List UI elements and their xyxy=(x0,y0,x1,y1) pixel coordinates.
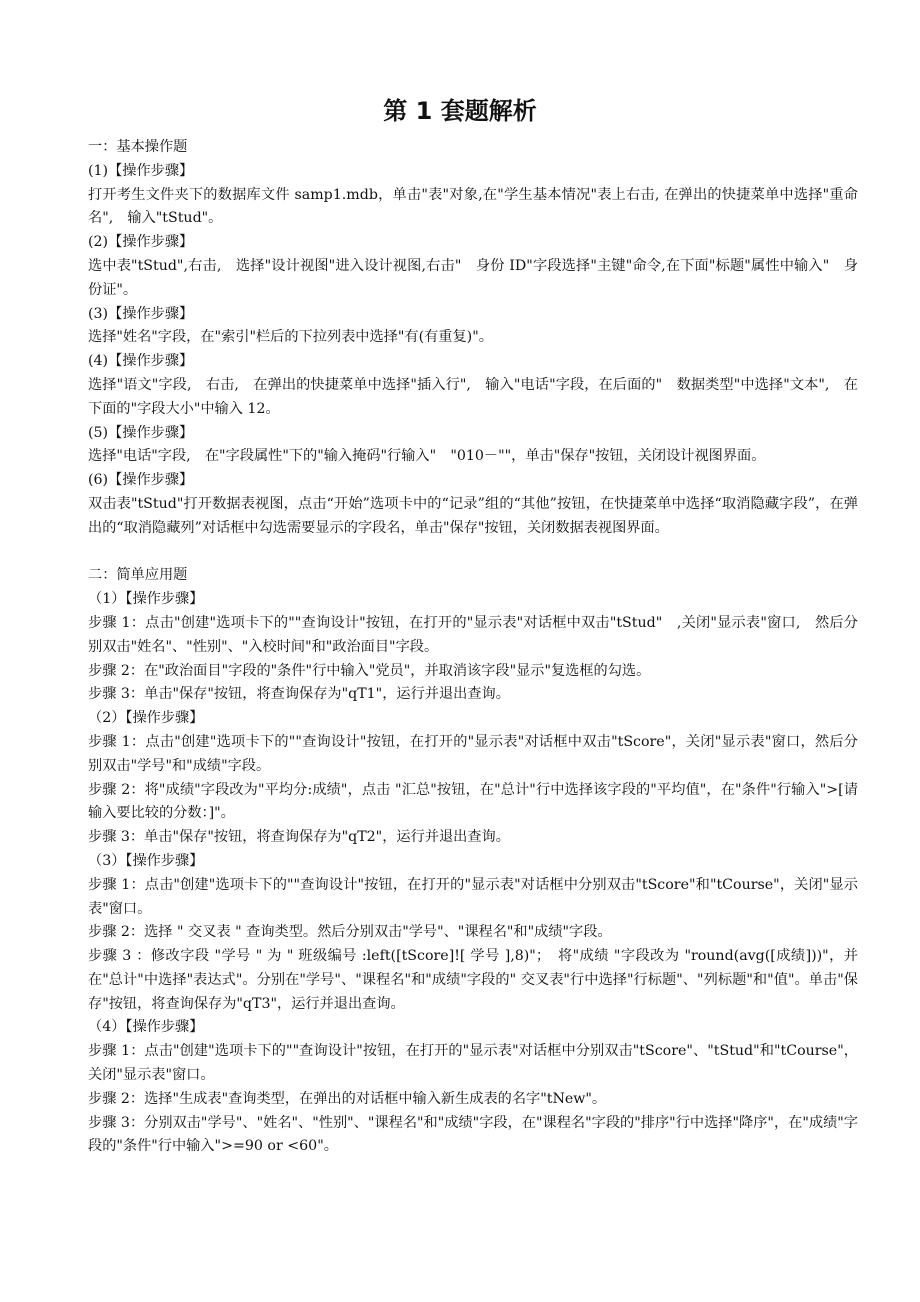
step-label: (4)【操作步骤】 xyxy=(88,353,194,370)
step-text: 步骤 3：单击"保存"按钮，将查询保存为"qT2"，运行并退出查询。 xyxy=(88,829,510,846)
step-text: 选中表"tStud",右击, 选择"设计视图"进入设计视图,右击" 身份 ID"字段选择"主键"命令,在下面"标题"属性中输入" 身份证"。 xyxy=(88,257,858,298)
step-label: （4）【操作步骤】 xyxy=(88,1019,204,1036)
step-text: 步骤 1：点击"创建"选项卡下的""查询设计"按钮，在打开的"显示表"对话框中分别双击"tScore"、"tStud"和"tCourse"，关闭"显示表"窗口。 xyxy=(88,1043,858,1084)
step-text: 步骤 2：选择"生成表"查询类型，在弹出的对话框中输入新生成表的名字"tNew"。 xyxy=(88,1090,607,1107)
section-heading-basic: 一：基本操作题 xyxy=(88,139,188,155)
spacer xyxy=(88,541,858,565)
step-text: 步骤 1：点击"创建"选项卡下的""查询设计"按钮，在打开的"显示表"对话框中分别双击"tScore"和"tCourse"，关闭"显示表"窗口。 xyxy=(88,876,858,917)
step-label: （3）【操作步骤】 xyxy=(88,852,204,869)
step-label: （2）【操作步骤】 xyxy=(88,710,204,727)
document-body xyxy=(88,136,858,1159)
step-text: 选择"电话"字段, 在"字段属性"下的"输入掩码"行输入" "010－""，单击"保存"按钮，关闭设计视图界面。 xyxy=(88,448,766,465)
step-label: （1）【操作步骤】 xyxy=(88,591,204,608)
step-text: 步骤 3 ：修改字段 "学号 " 为 " 班级编号 :left([tScore]![ 学号 ],8)"； 将"成绩 "字段改为 "round(avg([成绩]))"，并在"总计"中选择"表达式"。分别在"学号"、"课程名"和"成绩"字段的" 交叉表"行中选择"行标题"、"列标题"和"值"。单击"保存"按钮，将查询保存为"qT3"，运行并退出查询。 xyxy=(88,948,858,1012)
step-text: 步骤 2：选择 " 交叉表 " 查询类型。然后分别双击"学号"、"课程名"和"成绩"字段。 xyxy=(88,924,612,941)
step-text: 双击表"tStud"打开数据表视图，点击“开始”选项卡中的“记录”组的“其他”按钮，在快捷菜单中选择“取消隐藏字段”，在弹出的“取消隐藏列”对话框中勾选需要显示的字段名，单击"保存"按钮，关闭数据表视图界面。 xyxy=(88,495,858,536)
step-label: (3)【操作步骤】 xyxy=(88,305,194,322)
step-label: (1)【操作步骤】 xyxy=(88,162,194,179)
step-text: 选择"语文"字段, 右击, 在弹出的快捷菜单中选择"插入行", 输入"电话"字段，在后面的" 数据类型"中选择"文本", 在下面的"字段大小"中输入 12。 xyxy=(88,376,858,417)
step-text: 打开考生文件夹下的数据库文件 samp1.mdb，单击"表"对象,在"学生基本情况"表上右击, 在弹出的快捷菜单中选择"重命名", 输入"tStud"。 xyxy=(88,186,858,227)
step-label: (6)【操作步骤】 xyxy=(88,472,194,489)
step-text: 步骤 1：点击"创建"选项卡下的""查询设计"按钮，在打开的"显示表"对话框中双击"tStud" ,关闭"显示表"窗口, 然后分别双击"姓名"、"性别"、"入校时间"和"政治面目"字段。 xyxy=(88,614,858,655)
step-text: 步骤 2：将"成绩"字段改为"平均分:成绩"，点击 "汇总"按钮，在"总计"行中选择该字段的"平均值"，在"条件"行输入">[请输入要比较的分数：]"。 xyxy=(88,781,858,822)
step-text: 选择"姓名"字段，在"索引"栏后的下拉列表中选择"有(有重复)"。 xyxy=(88,329,493,346)
step-text: 步骤 1：点击"创建"选项卡下的""查询设计"按钮，在打开的"显示表"对话框中双击"tScore"，关闭"显示表"窗口，然后分别双击"学号"和"成绩"字段。 xyxy=(88,733,858,774)
section-heading-simple-app: 二：简单应用题 xyxy=(88,567,188,584)
step-text: 步骤 3：单击"保存"按钮，将查询保存为"qT1"，运行并退出查询。 xyxy=(88,686,510,703)
step-text: 步骤 2：在"政治面目"字段的"条件"行中输入"党员"，并取消该字段"显示"复选框的勾选。 xyxy=(88,662,651,679)
step-label: (5)【操作步骤】 xyxy=(88,424,194,441)
step-text: 步骤 3：分别双击"学号"、"姓名"、"性别"、"课程名"和"成绩"字段，在"课程名"字段的"排序"行中选择"降序"，在"成绩"字段的"条件"行中输入">=90 or <60"。 xyxy=(88,1114,858,1155)
page-title: 第 1 套题解析 xyxy=(383,97,537,125)
step-label: (2)【操作步骤】 xyxy=(88,234,194,251)
